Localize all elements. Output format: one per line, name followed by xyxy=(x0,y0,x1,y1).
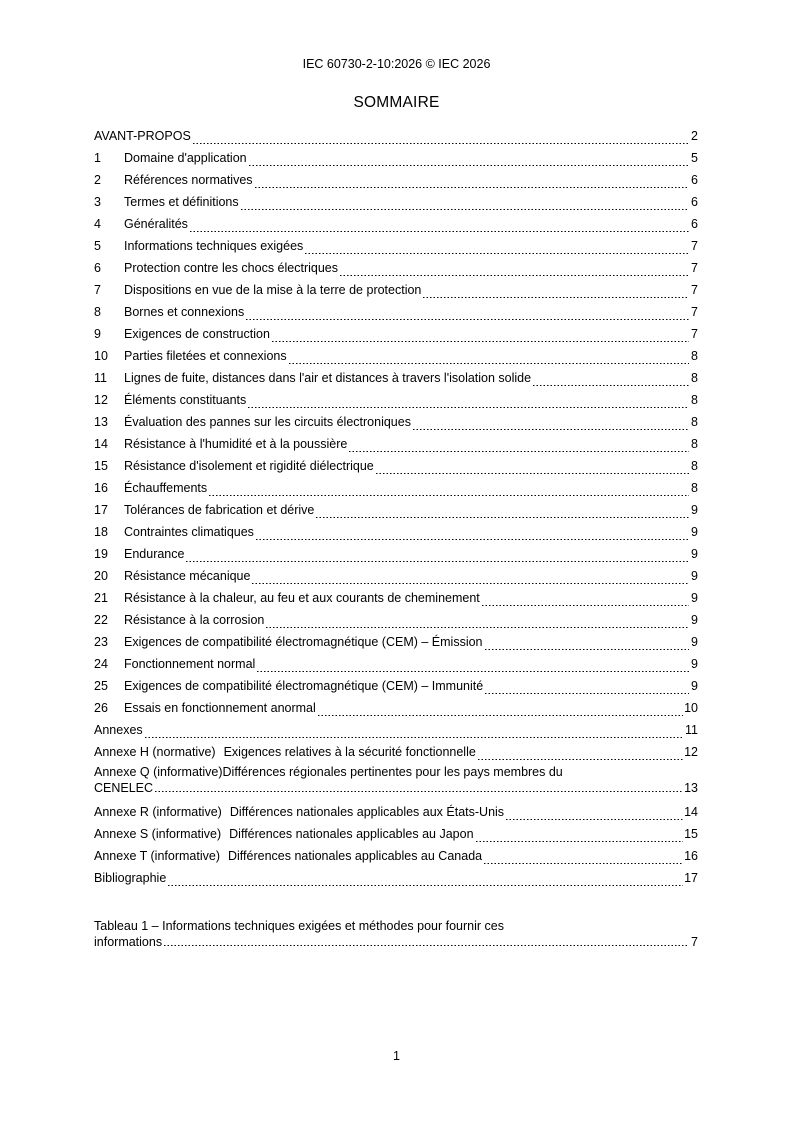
dot-leader xyxy=(481,605,689,606)
clause-number: 23 xyxy=(94,635,108,649)
dot-leader xyxy=(185,561,689,562)
entry-label: Informations techniques exigées xyxy=(124,239,304,253)
toc-entry[interactable] xyxy=(94,126,698,148)
annex-label: Exigences relatives à la sécurité fonctionnelle xyxy=(223,745,476,759)
page-number: 15 xyxy=(684,827,698,841)
toc-entry[interactable] xyxy=(94,478,698,500)
entry-label: Bibliographie xyxy=(94,871,167,885)
clause-number: 2 xyxy=(94,173,101,187)
entry-label: Parties filetées et connexions xyxy=(124,349,287,363)
entry-label: Termes et définitions xyxy=(124,195,239,209)
annex-label: Différences nationales applicables au Japon xyxy=(229,827,474,841)
toc-entry[interactable] xyxy=(94,720,698,742)
toc-entry-annex-t[interactable] xyxy=(94,846,698,868)
toc-entry[interactable] xyxy=(94,500,698,522)
page-number: 9 xyxy=(691,635,698,649)
clause-number: 22 xyxy=(94,613,108,627)
entry-label: Protection contre les chocs électriques xyxy=(124,261,338,275)
dot-leader xyxy=(154,791,683,792)
entry-label: Exigences de construction xyxy=(124,327,270,341)
dot-leader xyxy=(477,759,683,760)
page-number: 8 xyxy=(691,349,698,363)
toc-entry[interactable] xyxy=(94,148,698,170)
toc-entry[interactable] xyxy=(94,390,698,412)
dot-leader xyxy=(163,945,689,946)
page-number: 12 xyxy=(684,745,698,759)
entry-label: AVANT-PROPOS xyxy=(94,129,191,143)
toc-entry[interactable] xyxy=(94,236,698,258)
annex-id: Annexe H (normative) xyxy=(94,745,216,759)
dot-leader xyxy=(375,473,689,474)
dot-leader xyxy=(271,341,689,342)
dot-leader xyxy=(208,495,689,496)
toc-entry[interactable] xyxy=(94,544,698,566)
entry-label: Tolérances de fabrication et dérive xyxy=(124,503,315,517)
entry-label: Exigences de compatibilité électromagnétique (CEM) – Émission xyxy=(124,635,483,649)
page-number: 11 xyxy=(685,723,698,737)
clause-number: 4 xyxy=(94,217,101,231)
annex-label: Différences régionales pertinentes pour les pays membres du xyxy=(222,765,563,779)
clause-number: 11 xyxy=(94,371,107,385)
clause-number: 9 xyxy=(94,327,101,341)
dot-leader xyxy=(304,253,689,254)
table-of-contents xyxy=(94,126,698,956)
toc-entry[interactable] xyxy=(94,368,698,390)
toc-entry[interactable] xyxy=(94,192,698,214)
entry-label: Contraintes climatiques xyxy=(124,525,254,539)
dot-leader xyxy=(317,715,683,716)
clause-number: 19 xyxy=(94,547,108,561)
dot-leader xyxy=(251,583,689,584)
dot-leader xyxy=(348,451,689,452)
page-number: 5 xyxy=(691,151,698,165)
clause-number: 3 xyxy=(94,195,101,209)
dot-leader xyxy=(339,275,689,276)
toc-entry-bibliography[interactable] xyxy=(94,868,698,890)
dot-leader xyxy=(484,649,690,650)
clause-number: 5 xyxy=(94,239,101,253)
toc-entry[interactable] xyxy=(94,302,698,324)
page-number: 2 xyxy=(691,129,698,143)
page-number: 14 xyxy=(684,805,698,819)
toc-title: SOMMAIRE xyxy=(353,94,440,111)
dot-leader xyxy=(245,319,689,320)
entry-label: Dispositions en vue de la mise à la terre de protection xyxy=(124,283,422,297)
page-number: 8 xyxy=(691,437,698,451)
dot-leader xyxy=(412,429,689,430)
page-number: 6 xyxy=(691,217,698,231)
dot-leader xyxy=(240,209,689,210)
clause-number: 18 xyxy=(94,525,108,539)
entry-label: Résistance à la chaleur, au feu et aux courants de cheminement xyxy=(124,591,480,605)
entry-label: Exigences de compatibilité électromagnétique (CEM) – Immunité xyxy=(124,679,484,693)
dot-leader xyxy=(483,863,683,864)
annex-label: Différences nationales applicables au Canada xyxy=(227,849,483,863)
toc-entry[interactable] xyxy=(94,698,698,720)
page-number: 9 xyxy=(691,503,698,517)
entry-label: Résistance à l'humidité et à la poussière xyxy=(124,437,348,451)
toc-entry[interactable] xyxy=(94,280,698,302)
entry-label: Généralités xyxy=(124,217,188,231)
entry-label: Endurance xyxy=(124,547,185,561)
dot-leader xyxy=(475,841,684,842)
entry-label: Éléments constituants xyxy=(124,393,247,407)
toc-entry[interactable] xyxy=(94,434,698,456)
entry-label: Essais en fonctionnement anormal xyxy=(124,701,316,715)
annex-id: Annexe R (informative) xyxy=(94,805,222,819)
page-number: 7 xyxy=(691,305,698,319)
page-number: 7 xyxy=(691,239,698,253)
clause-number: 17 xyxy=(94,503,108,517)
entry-label: Résistance d'isolement et rigidité diélectrique xyxy=(124,459,374,473)
clause-number: 25 xyxy=(94,679,108,693)
page-number: 10 xyxy=(684,701,698,715)
page-number: 7 xyxy=(691,327,698,341)
clause-number: 26 xyxy=(94,701,108,715)
toc-entry[interactable] xyxy=(94,346,698,368)
page-number: 8 xyxy=(691,481,698,495)
page-number: 8 xyxy=(691,459,698,473)
clause-number: 13 xyxy=(94,415,108,429)
clause-number: 8 xyxy=(94,305,101,319)
toc-entry[interactable] xyxy=(94,676,698,698)
section-spacer xyxy=(94,890,698,918)
clause-number: 10 xyxy=(94,349,108,363)
toc-entry-table-1[interactable] xyxy=(94,918,698,956)
clause-number: 14 xyxy=(94,437,108,451)
toc-entry[interactable] xyxy=(94,258,698,280)
dot-leader xyxy=(248,165,689,166)
dot-leader xyxy=(532,385,689,386)
toc-main-entries xyxy=(94,126,698,742)
toc-entry[interactable] xyxy=(94,412,698,434)
dot-leader xyxy=(247,407,689,408)
annex-label: Différences nationales applicables aux États-Unis xyxy=(229,805,505,819)
page-number: 8 xyxy=(691,415,698,429)
toc-entry[interactable] xyxy=(94,654,698,676)
dot-leader xyxy=(265,627,689,628)
dot-leader xyxy=(315,517,689,518)
clause-number: 1 xyxy=(94,151,101,165)
table-label: Tableau 1 – Informations techniques exigées et méthodes pour fournir ces xyxy=(94,919,504,933)
dot-leader xyxy=(189,231,689,232)
dot-leader xyxy=(254,187,689,188)
table-label-continued: informations xyxy=(94,935,163,949)
clause-number: 16 xyxy=(94,481,108,495)
page-number: 13 xyxy=(684,781,698,795)
page-number: 7 xyxy=(691,283,698,297)
page-number: 6 xyxy=(691,173,698,187)
annex-id: Annexe S (informative) xyxy=(94,827,222,841)
clause-number: 6 xyxy=(94,261,101,275)
page-footer-number: 1 xyxy=(393,1049,400,1063)
entry-label: Annexes xyxy=(94,723,143,737)
dot-leader xyxy=(288,363,689,364)
toc-entry-annex-s[interactable] xyxy=(94,824,698,846)
page-number: 7 xyxy=(691,935,698,949)
clause-number: 12 xyxy=(94,393,108,407)
page-number: 9 xyxy=(691,525,698,539)
toc-entry[interactable] xyxy=(94,632,698,654)
dot-leader xyxy=(167,885,683,886)
clause-number: 21 xyxy=(94,591,108,605)
dot-leader xyxy=(505,819,683,820)
annex-id: Annexe Q (informative) xyxy=(94,765,223,779)
entry-label: Échauffements xyxy=(124,481,208,495)
dot-leader xyxy=(192,143,689,144)
toc-entry-annex-h[interactable] xyxy=(94,742,698,764)
clause-number: 7 xyxy=(94,283,101,297)
toc-entry[interactable] xyxy=(94,566,698,588)
toc-entry[interactable] xyxy=(94,324,698,346)
page-number: 9 xyxy=(691,547,698,561)
entry-label: Bornes et connexions xyxy=(124,305,245,319)
clause-number: 15 xyxy=(94,459,108,473)
entry-label: Résistance à la corrosion xyxy=(124,613,265,627)
page-number: 8 xyxy=(691,393,698,407)
dot-leader xyxy=(256,671,689,672)
entry-label: Lignes de fuite, distances dans l'air et distances à travers l'isolation solide xyxy=(124,371,532,385)
page-number: 7 xyxy=(691,261,698,275)
toc-entry-annex-r[interactable] xyxy=(94,802,698,824)
page-number: 9 xyxy=(691,613,698,627)
annex-id: Annexe T (informative) xyxy=(94,849,220,863)
page-number: 9 xyxy=(691,657,698,671)
page-number: 17 xyxy=(684,871,698,885)
page-number: 9 xyxy=(691,569,698,583)
entry-label: Fonctionnement normal xyxy=(124,657,256,671)
dot-leader xyxy=(255,539,689,540)
toc-entry-annex-q[interactable] xyxy=(94,764,698,802)
toc-entry[interactable] xyxy=(94,456,698,478)
dot-leader xyxy=(484,693,689,694)
entry-label: Références normatives xyxy=(124,173,253,187)
toc-entry[interactable] xyxy=(94,610,698,632)
document-header: IEC 60730-2-10:2026 © IEC 2026 xyxy=(302,57,491,71)
clause-number: 24 xyxy=(94,657,108,671)
dot-leader xyxy=(422,297,689,298)
toc-entry[interactable] xyxy=(94,588,698,610)
page-number: 9 xyxy=(691,679,698,693)
page-number: 16 xyxy=(684,849,698,863)
page-number: 6 xyxy=(691,195,698,209)
entry-label: Résistance mécanique xyxy=(124,569,251,583)
page-number: 9 xyxy=(691,591,698,605)
toc-entry[interactable] xyxy=(94,170,698,192)
toc-entry[interactable] xyxy=(94,214,698,236)
page-number: 8 xyxy=(691,371,698,385)
clause-number: 20 xyxy=(94,569,108,583)
toc-entry[interactable] xyxy=(94,522,698,544)
entry-label: Domaine d'application xyxy=(124,151,247,165)
dot-leader xyxy=(144,737,684,738)
entry-label: Évaluation des pannes sur les circuits électroniques xyxy=(124,415,411,429)
annex-label-continued: CENELEC xyxy=(94,781,154,795)
